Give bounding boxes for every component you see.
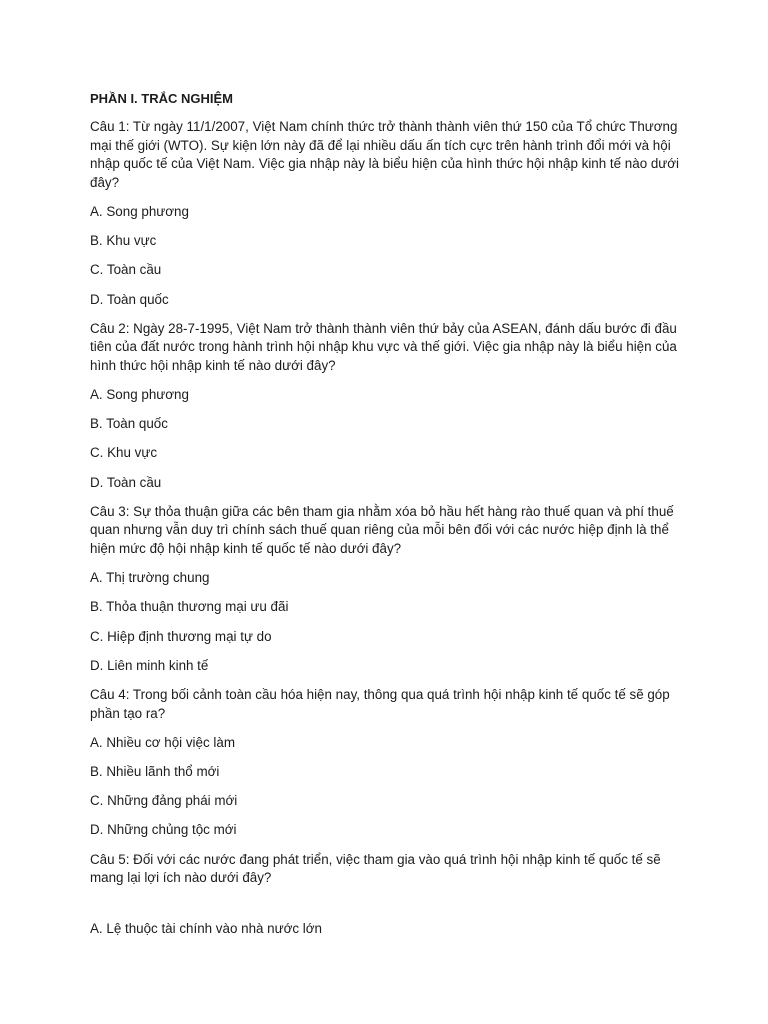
question-3 [90, 503, 680, 676]
option-d: D. Những chủng tộc mới [90, 822, 237, 838]
section-heading: PHẦN I. TRẮC NGHIỆM [90, 91, 233, 106]
option-a: A. Song phương [90, 203, 189, 219]
question-text: Câu 5: Đối với các nước đang phát triển, việc tham gia vào quá trình hội nhập kinh tế quốc tế sẽ mang lại lợi ích nào dưới đây? [90, 851, 661, 886]
option-c: C. Hiệp định thương mại tự do [90, 628, 272, 644]
option-c: C. Khu vực [90, 445, 158, 461]
question-5 [90, 851, 680, 939]
option-b: B. Toàn quốc [90, 416, 168, 432]
option-d: D. Toàn cầu [90, 474, 162, 490]
question-2 [90, 320, 680, 493]
option-a: A. Nhiều cơ hội việc làm [90, 734, 235, 750]
document-page [90, 90, 680, 949]
question-text: Câu 1: Từ ngày 11/1/2007, Việt Nam chính thức trở thành thành viên thứ 150 của Tổ chức Thương mại thế giới (WTO). Sự kiện lớn này đã để lại nhiều dấu ấn tích cực trên hành trình đổi mới và hội nhập quốc tế của Việt Nam. Việc gia nhập này là biểu hiện của hình thức hội nhập kinh tế nào dưới đây? [90, 119, 680, 190]
option-b: B. Nhiều lãnh thổ mới [90, 763, 220, 779]
question-text: Câu 4: Trong bối cảnh toàn cầu hóa hiện nay, thông qua quá trình hội nhập kinh tế quốc tế sẽ góp phần tạo ra? [90, 686, 670, 721]
option-b: B. Khu vực [90, 233, 157, 249]
option-b: B. Thỏa thuận thương mại ưu đãi [90, 599, 289, 615]
option-c: C. Những đảng phái mới [90, 793, 238, 809]
question-1 [90, 118, 680, 309]
question-text: Câu 2: Ngày 28-7-1995, Việt Nam trở thành thành viên thứ bảy của ASEAN, đánh dấu bước đi đầu tiên của đất nước trong hành trình hội nhập khu vực và thế giới. Việc gia nhập này là biểu hiện của hình thức hội nhập kinh tế nào dưới đây? [90, 320, 677, 373]
option-a: A. Thị trường chung [90, 570, 210, 586]
option-a: A. Song phương [90, 387, 189, 403]
question-4 [90, 686, 680, 840]
option-d: D. Liên minh kinh tế [90, 657, 209, 673]
option-c: C. Toàn cầu [90, 262, 162, 278]
option-d: D. Toàn quốc [90, 291, 169, 307]
question-text: Câu 3: Sự thỏa thuận giữa các bên tham gia nhằm xóa bỏ hầu hết hàng rào thuế quan và phí thuế quan nhưng vẫn duy trì chính sách thuế quan riêng của mỗi bên đối với các nước hiệp định là thể hiện mức độ hội nhập kinh tế quốc tế nào dưới đây? [90, 503, 674, 557]
blank-spacer [90, 898, 680, 920]
option-a: A. Lệ thuộc tài chính vào nhà nước lớn [90, 921, 322, 937]
